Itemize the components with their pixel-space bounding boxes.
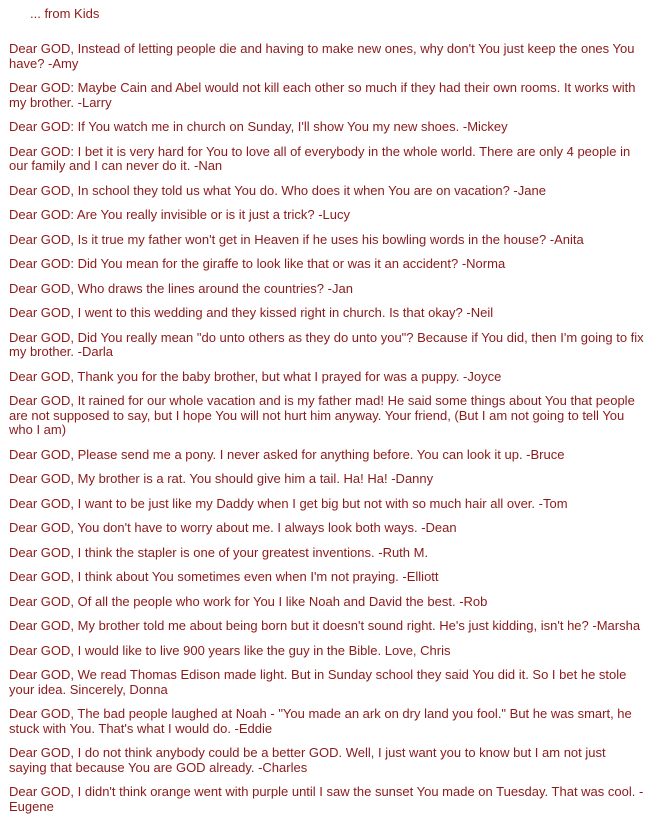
letter-item: Dear GOD: Maybe Cain and Abel would not kill each other so much if they had their own rooms. It works with my brother. -Larry [9, 80, 636, 110]
letter-item: Dear GOD: Are You really invisible or is it just a trick? -Lucy [9, 207, 351, 222]
letter-item: Dear GOD, Thank you for the baby brother, but what I prayed for was a puppy. -Joyce [9, 368, 502, 384]
letter-item: Dear GOD, My brother is a rat. You should give him a tail. Ha! Ha! -Danny [9, 471, 434, 486]
letter-item: Dear GOD, It rained for our whole vacation and is my father mad! He said some things about You that people are not supposed to say, but I hope You will not hurt him anyway. Your friend, (But I am not going to tell You who I am) [9, 393, 635, 437]
letter-item: Dear GOD, My brother told me about being born but it doesn't sound right. He's just kidding, isn't he? -Marsha [9, 618, 641, 633]
letter-item: Dear GOD: If You watch me in church on Sunday, I'll show You my new shoes. -Mickey [9, 119, 508, 134]
letter-item: Dear GOD, Of all the people who work for You I like Noah and David the best. -Rob [9, 593, 488, 609]
letter-item: Dear GOD, I think about You sometimes even when I'm not praying. -Elliott [9, 569, 439, 584]
letter-item: Dear GOD, I want to be just like my Daddy when I get big but not with so much hair all over. -Tom [9, 495, 568, 511]
letter-item: Dear GOD, I do not think anybody could be a better GOD. Well, I just want you to know but I am not just saying that because You are GOD already. -Charles [9, 745, 606, 775]
letters-list [9, 42, 645, 814]
page-subtitle: ... from Kids [30, 6, 100, 21]
letter-item: Dear GOD: I bet it is very hard for You to love all of everybody in the whole world. There are only 4 people in our family and I can never do it. -Nan [9, 143, 631, 173]
letter-item: Dear GOD, Who draws the lines around the countries? -Jan [9, 280, 353, 296]
letter-item: Dear GOD, Instead of letting people die and having to make new ones, why don't You just keep the ones You have? -Amy [9, 41, 635, 71]
letter-item: Dear GOD, You don't have to worry about me. I always look both ways. -Dean [9, 520, 457, 535]
letter-item: Dear GOD, I went to this wedding and they kissed right in church. Is that okay? -Neil [9, 305, 494, 320]
letter-item: Dear GOD, Is it true my father won't get in Heaven if he uses his bowling words in the house? -Anita [9, 231, 584, 247]
letter-item: Dear GOD, I would like to live 900 years like the guy in the Bible. Love, Chris [9, 642, 451, 658]
letter-item: Dear GOD, I didn't think orange went with purple until I saw the sunset You made on Tuesday. That was cool. -Eugene [9, 784, 644, 814]
letter-item: Dear GOD, I think the stapler is one of your greatest inventions. -Ruth M. [9, 544, 429, 560]
letter-item: Dear GOD, Please send me a pony. I never asked for anything before. You can look it up. -Bruce [9, 446, 565, 462]
letter-item: Dear GOD, In school they told us what You do. Who does it when You are on vacation? -Jane [9, 182, 546, 198]
letter-item: Dear GOD, Did You really mean "do unto others as they do unto you"? Because if You did, then I'm going to fix my brother. -Darla [9, 329, 644, 359]
letter-item: Dear GOD, The bad people laughed at Noah - "You made an ark on dry land you fool." But he was smart, he stuck with You. That's what I would do. -Eddie [9, 706, 632, 736]
letter-item: Dear GOD: Did You mean for the giraffe to look like that or was it an accident? -Norma [9, 256, 506, 271]
letter-item: Dear GOD, We read Thomas Edison made light. But in Sunday school they said You did it. So I bet he stole your idea. Sincerely, Donna [9, 667, 627, 697]
